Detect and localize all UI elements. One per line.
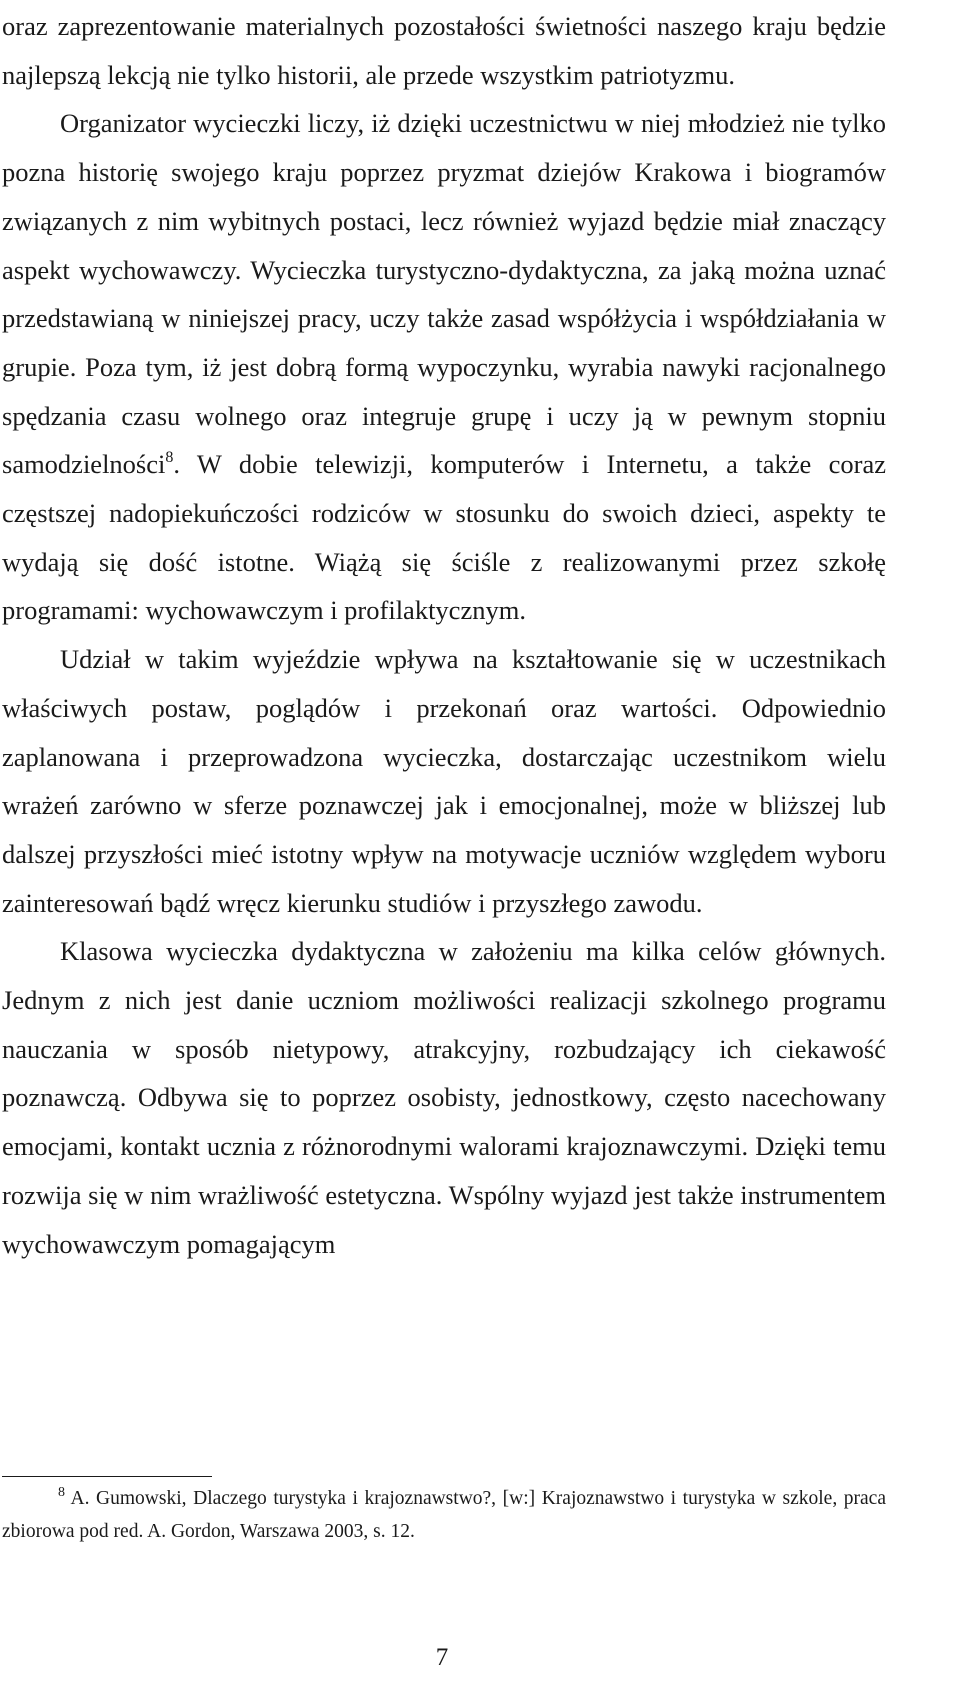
paragraph-2-text: Organizator wycieczki liczy, iż dzięki uczestnictwu w niej młodzież nie tylko pozna historię swojego kraju poprzez pryzmat dziejów Krakowa i biogramów związanych z nim wybitnych postaci, lecz również wyjazd będzie miał znaczący aspekt wychowawczy. Wycieczka turystyczno-dydaktyczna, za jaką można uznać przedstawianą w niniejszej pracy, uczy także zasad współżycia i współdziałania w grupie. Poza tym, iż jest dobrą formą wypoczynku, wyrabia nawyki racjonalnego spędzania czasu wolnego oraz integruje grupę i uczy ją w pewnym stopniu samodzielności [2,108,886,480]
paragraph-3: Udział w takim wyjeździe wpływa na kształtowanie się w uczestnikach właściwych postaw, poglądów i przekonań oraz wartości. Odpowiednio zaplanowana i przeprowadzona wycieczka, dostarczając uczestnikom wielu wrażeń zarówno w sferze poznawczej jak i emocjonalnej, może w bliższej lub dalszej przyszłości mieć istotny wpływ na motywacje uczniów względem wyboru zainteresowań bądź wręcz kierunku studiów i przyszłego zawodu. [2,644,886,918]
paragraph-1: oraz zaprezentowanie materialnych pozostałości świetności naszego kraju będzie najlepszą lekcją nie tylko historii, ale przede wszystkim patriotyzmu. [2,11,886,90]
paragraph-4: Klasowa wycieczka dydaktyczna w założeniu ma kilka celów głównych. Jednym z nich jest danie uczniom możliwości realizacji szkolnego programu nauczania w sposób nietypowy, atrakcyjny, rozbudzający ich ciekawość poznawczą. Odbywa się to poprzez osobisty, jednostkowy, często nacechowany emocjami, kontakt ucznia z różnorodnymi walorami krajoznawczymi. Dzięki temu rozwija się w nim wrażliwość estetyczna. Wspólny wyjazd jest także instrumentem wychowawczym pomagającym [2,936,886,1259]
footnote-text: A. Gumowski, Dlaczego turystyka i krajoznawstwo?, [w:] Krajoznawstwo i turystyka w szkole, praca zbiorowa pod red. A. Gordon, Warszawa 2003, s. 12. [2,1488,886,1542]
paragraph-2 [2,99,886,635]
page-number: 7 [435,1644,449,1671]
body-text [2,2,886,1268]
footnote: 8 A. Gumowski, Dlaczego turystyka i krajoznawstwo?, [w:] Krajoznawstwo i turystyka w szkole, praca zbiorowa pod red. A. Gordon, Warszawa 2003, s. 12. [2,1485,886,1542]
footnote-reference: 8 [165,449,174,467]
paragraph-2-continuation: . W dobie telewizji, komputerów i Internetu, a także coraz częstszej nadopiekuńczości rodziców w stosunku do swoich dzieci, aspekty te wydają się dość istotne. Wiążą się ściśle z realizowanymi przez szkołę programami: wychowawczym i profilaktycznym. [2,449,886,626]
footnote-separator [2,1476,212,1477]
